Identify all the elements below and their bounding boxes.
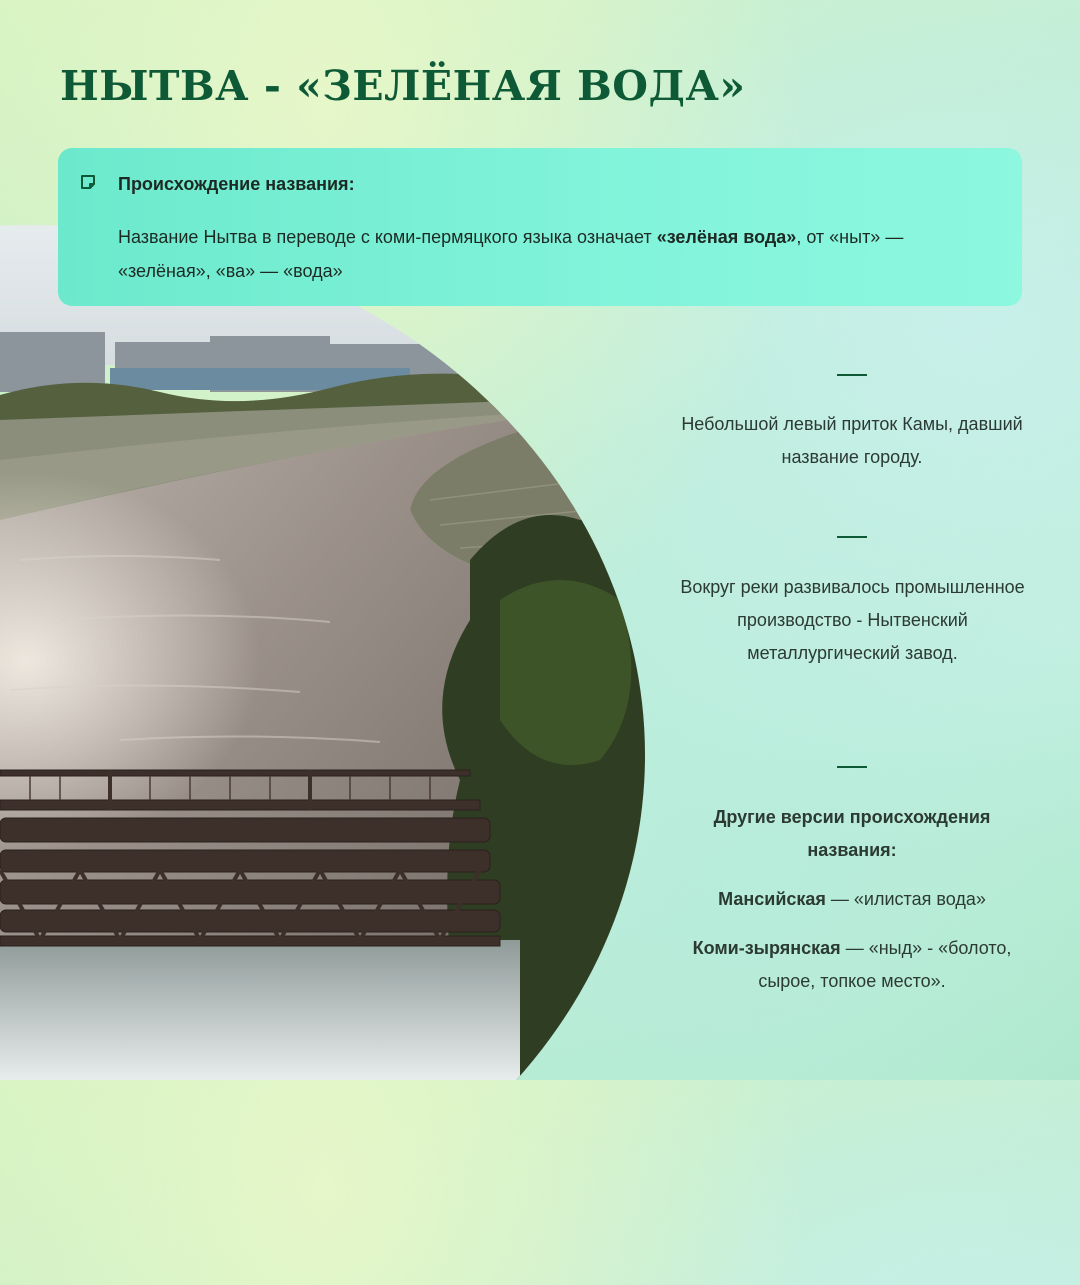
versions-heading: Другие версии происхождения названия: [713,807,991,860]
version-item: Мансийская — «илистая вода» [718,889,986,909]
origin-text: Название Нытва в переводе с коми-пермяцкого языка означает «зелёная вода», от «ныт» — «зелёная», «ва» — «вода» [118,227,904,281]
river-photo [0,225,645,1285]
version-item: Коми-зырянская — «ныд» - «болото, сырое, топкое место». [692,938,1012,991]
page-title: НЫТВА - «ЗЕЛЁНАЯ ВОДА» [60,62,746,110]
divider-dash [837,374,867,376]
fact-tributary: Небольшой левый приток Камы, давший название городу. [681,414,1023,467]
divider-dash [837,766,867,768]
note-icon [80,174,96,190]
divider-dash [837,536,867,538]
origin-heading: Происхождение названия: [118,174,355,194]
fact-industry: Вокруг реки развивалось промышленное производство - Нытвенский металлургический завод. [680,577,1025,663]
origin-info-box [58,148,1022,306]
origin-translation: «зелёная вода» [656,227,797,247]
